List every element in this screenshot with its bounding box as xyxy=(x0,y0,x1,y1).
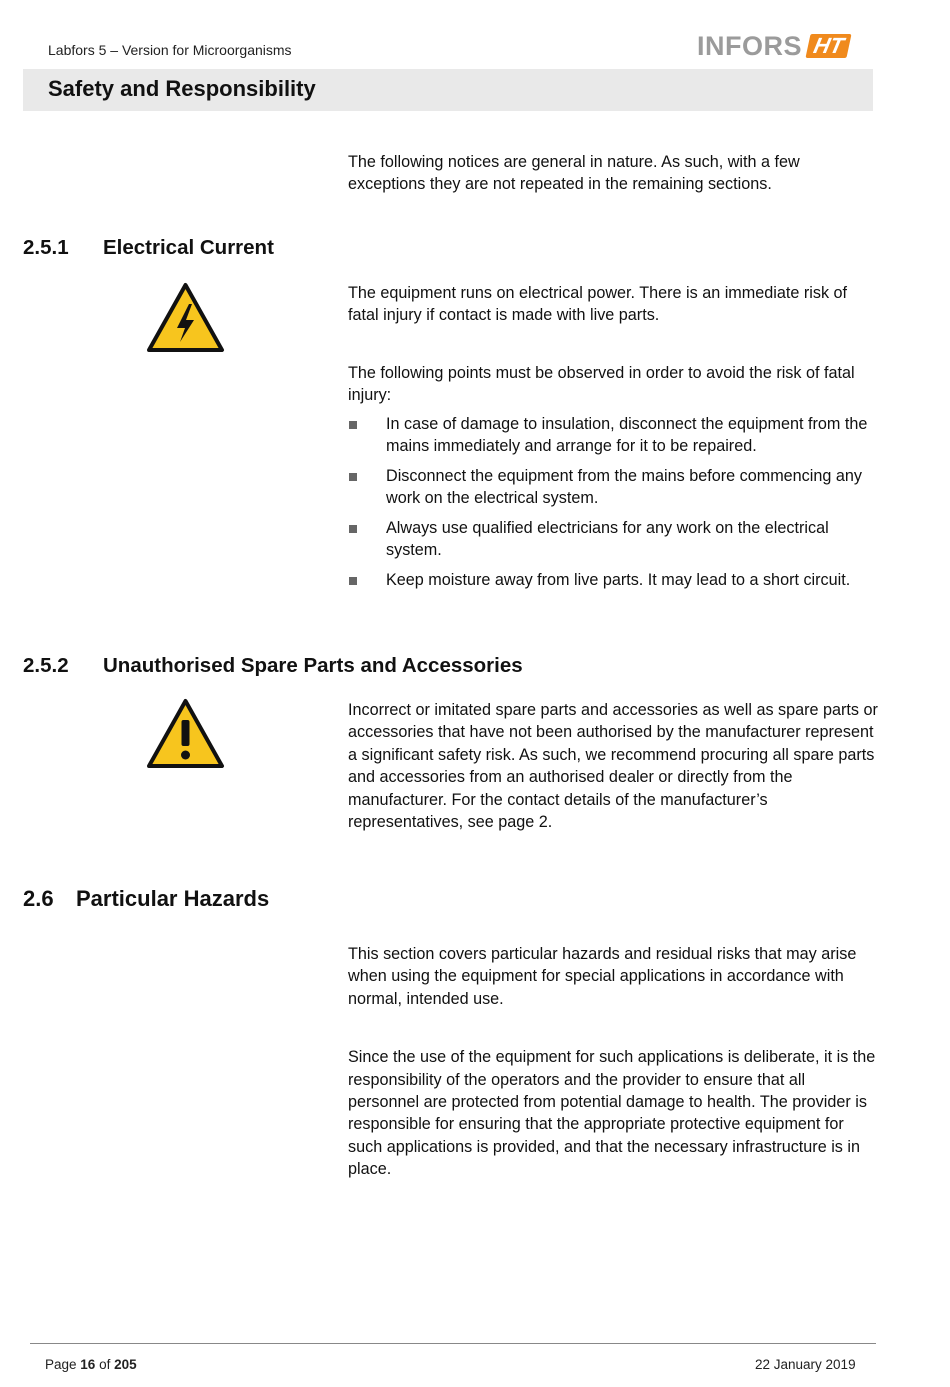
page-of: of xyxy=(95,1357,115,1372)
section-2-5-2-body xyxy=(348,699,878,833)
document-title: Labfors 5 – Version for Microorganisms xyxy=(48,42,292,58)
general-warning-icon xyxy=(146,698,225,770)
heading-number: 2.5.2 xyxy=(23,654,69,677)
section-header-bar xyxy=(23,69,873,111)
list-item-text: Disconnect the equipment from the mains before commencing any work on the electrical system. xyxy=(386,466,862,508)
logo-suffix: HT xyxy=(805,34,851,58)
infors-ht-logo xyxy=(697,31,849,61)
electrical-hazard-icon xyxy=(146,282,225,354)
list-item-text: In case of damage to insulation, disconnect the equipment from the mains immediately and arrange for it to be repaired. xyxy=(386,414,868,456)
bullet-square-icon xyxy=(349,473,357,481)
section-title: Safety and Responsibility xyxy=(48,76,316,101)
heading-2-6 xyxy=(23,886,269,912)
paragraph: Incorrect or imitated spare parts and accessories as well as spare parts or accessories that have not been authorised by the manufacturer represent a significant safety risk. As such, we recommend procuring all spare parts and accessories from an authorised dealer or directly from the manufacturer. For the contact details of the manufacturer’s representatives, see page 2. xyxy=(348,701,878,832)
list-item xyxy=(348,569,878,591)
footer-date: 22 January 2019 xyxy=(755,1357,856,1372)
list-item xyxy=(348,413,878,458)
heading-text: Unauthorised Spare Parts and Accessories xyxy=(103,654,523,677)
heading-text: Particular Hazards xyxy=(76,886,270,911)
bullet-square-icon xyxy=(349,525,357,533)
list-item xyxy=(348,465,878,510)
heading-2-5-2 xyxy=(23,654,523,678)
page-current: 16 xyxy=(80,1357,96,1372)
paragraph: The equipment runs on electrical power. There is an immediate risk of fatal injury if contact is made with live parts. xyxy=(348,284,848,325)
paragraph: Since the use of the equipment for such applications is deliberate, it is the responsibility of the operators and the provider to ensure that all personnel are protected from potential damage to health. The provider is responsible for ensuring that the appropriate protective equipment for such applications is provided, and that the necessary infrastructure is in place. xyxy=(348,1048,876,1179)
section-2-5-1-body xyxy=(348,282,878,599)
list-item xyxy=(348,517,878,562)
intro-paragraph xyxy=(348,151,878,196)
heading-2-5-1 xyxy=(23,236,274,260)
section-2-6-body xyxy=(348,943,878,1181)
page-label: Page xyxy=(45,1357,81,1372)
page-number xyxy=(45,1357,137,1372)
bullet-square-icon xyxy=(349,577,357,585)
footer-divider xyxy=(30,1343,876,1344)
paragraph: The following points must be observed in order to avoid the risk of fatal injury: xyxy=(348,363,855,405)
list-item-text: Always use qualified electricians for any work on the electrical system. xyxy=(386,518,829,560)
heading-text: Electrical Current xyxy=(103,236,274,259)
intro-text: The following notices are general in nature. As such, with a few exceptions they are not repeated in the remaining sections. xyxy=(348,153,800,194)
paragraph: This section covers particular hazards and residual risks that may arise when using the equipment for special applications in accordance with normal, intended use. xyxy=(348,945,857,1008)
logo-text: INFORS xyxy=(697,30,803,61)
heading-number: 2.6 xyxy=(23,886,54,911)
bullet-list xyxy=(348,413,878,592)
page-total: 205 xyxy=(114,1357,137,1372)
heading-number: 2.5.1 xyxy=(23,236,69,259)
list-item-text: Keep moisture away from live parts. It may lead to a short circuit. xyxy=(386,570,851,589)
bullet-square-icon xyxy=(349,421,357,429)
